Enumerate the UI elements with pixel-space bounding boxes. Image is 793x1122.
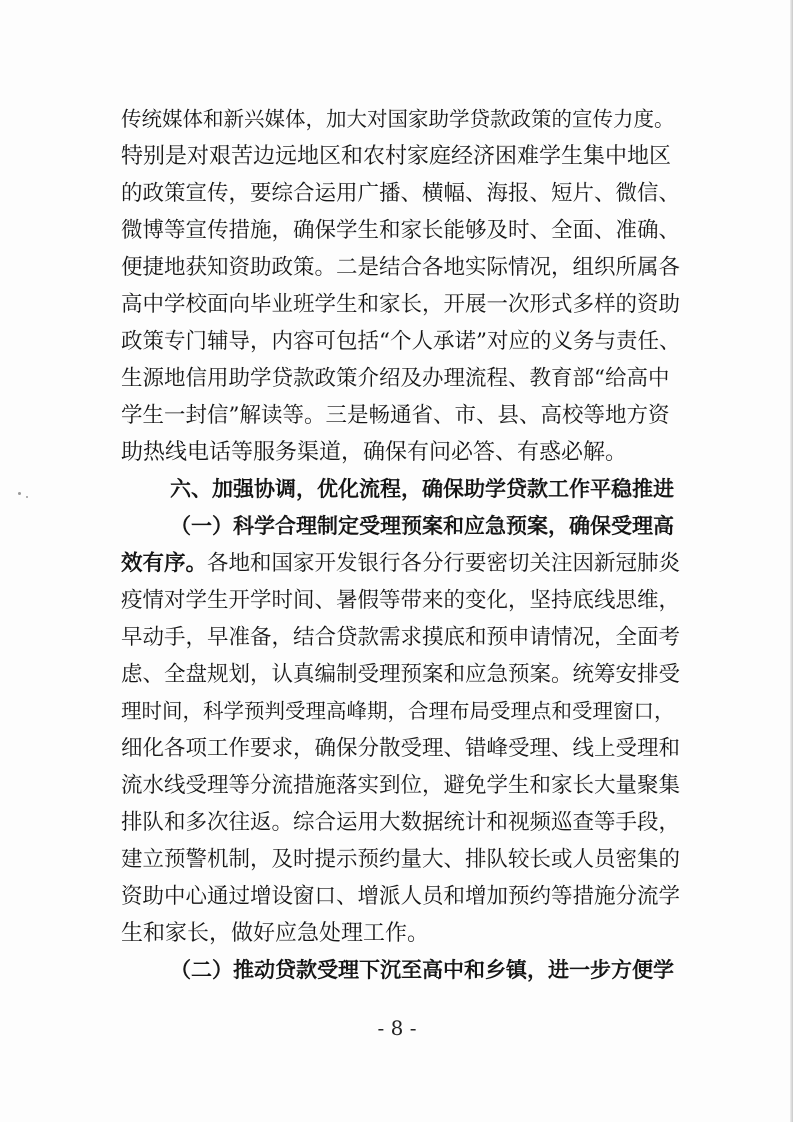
body-line: 细化各项工作要求，确保分散受理、错峰受理、线上受理和 bbox=[121, 736, 681, 761]
body-line: 流水线受理等分流措施落实到位，避免学生和家长大量聚集 bbox=[121, 773, 681, 798]
body-line: 虑、全盘规划，认真编制受理预案和应急预案。统筹安排受 bbox=[121, 662, 681, 687]
page-number: - 8 - bbox=[377, 1016, 417, 1040]
body-line: 传统媒体和新兴媒体，加大对国家助学贷款政策的宣传力度。 bbox=[121, 107, 675, 131]
body-line: 理时间，科学预判受理高峰期，合理布局受理点和受理窗口， bbox=[121, 699, 675, 723]
subsection-1-first-line bbox=[121, 545, 681, 582]
scan-speck bbox=[18, 492, 21, 495]
body-line: 的政策宣传，要综合运用广播、横幅、海报、短片、微信、 bbox=[121, 181, 681, 206]
body-line: 生和家长，做好应急处理工作。 bbox=[121, 921, 430, 946]
body-line: 特别是对艰苦边远地区和农村家庭经济困难学生集中地区 bbox=[121, 144, 672, 169]
subsection-1-title-part-1: （一）科学合理制定受理预案和应急预案，确保受理高 bbox=[170, 514, 674, 538]
section-heading: 六、加强协调，优化流程，确保助学贷款工作平稳推进 bbox=[170, 477, 674, 501]
body-line: 助热线电话等服务渠道，确保有问必答、有惑必解。 bbox=[121, 440, 628, 465]
scan-speck bbox=[26, 496, 28, 498]
body-line: 早动手，早准备，结合贷款需求摸底和预申请情况，全面考 bbox=[121, 625, 681, 650]
body-line: 便捷地获知资助政策。二是结合各地实际情况，组织所属各 bbox=[121, 255, 681, 280]
subsection-2-heading: （二）推动贷款受理下沉至高中和乡镇，进一步方便学 bbox=[170, 958, 674, 982]
body-line: 建立预警机制，及时提示预约量大、排队较长或人员密集的 bbox=[121, 847, 681, 872]
body-line: 生源地信用助学贷款政策介绍及办理流程、教育部“给高中 bbox=[121, 366, 670, 391]
subsection-1-title-part-2: 效有序。 bbox=[121, 551, 208, 576]
body-line: 政策专门辅导，内容可包括“个人承诺”对应的义务与责任、 bbox=[121, 329, 681, 354]
body-line: 排队和多次往返。综合运用大数据统计和视频巡查等手段， bbox=[121, 810, 681, 835]
subsection-1-heading bbox=[170, 508, 681, 545]
body-line: 资助中心通过增设窗口、增派人员和增加预约等措施分流学 bbox=[121, 884, 681, 909]
body-line: 疫情对学生开学时间、暑假等带来的变化，坚持底线思维， bbox=[121, 588, 681, 613]
body-line: 微博等宣传措施，确保学生和家长能够及时、全面、准确、 bbox=[121, 218, 681, 243]
body-line: 高中学校面向毕业班学生和家长，开展一次形式多样的资助 bbox=[121, 292, 681, 317]
body-line: 学生一封信”解读等。三是畅通省、市、县、高校等地方资 bbox=[121, 403, 670, 428]
subsection-1-text: 各地和国家开发银行各分行要密切关注因新冠肺炎 bbox=[207, 551, 681, 576]
